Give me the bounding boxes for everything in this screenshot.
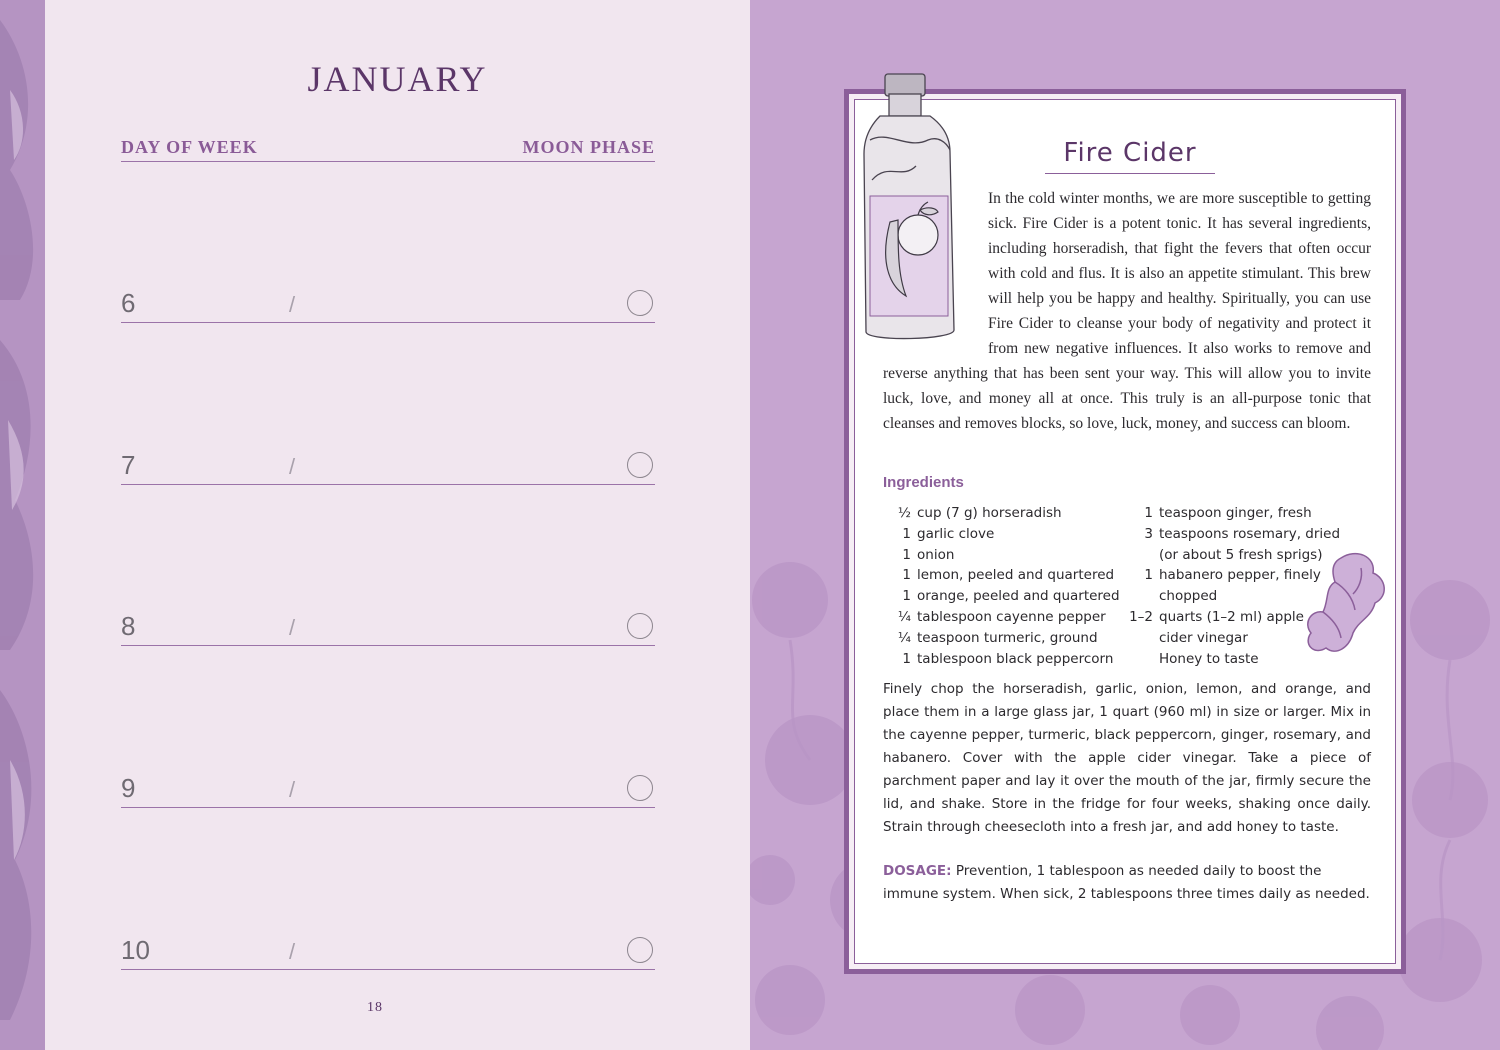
ingredient-item: 1 orange, peeled and quartered — [902, 588, 1120, 605]
ingredient-item: chopped — [1159, 588, 1218, 605]
bottle-illustration-icon — [858, 70, 968, 350]
title-underline — [1045, 173, 1215, 174]
day-number: 8 — [121, 611, 136, 641]
day-row[interactable] — [121, 773, 655, 813]
day-of-week-header: DAY OF WEEK — [121, 137, 258, 157]
ingredients-heading: Ingredients — [883, 474, 964, 491]
moon-phase-circle-icon[interactable] — [627, 775, 653, 801]
date-slash: / — [289, 777, 296, 802]
ingredient-item: 1 garlic clove — [902, 525, 995, 542]
ingredient-item: 1 onion — [902, 546, 955, 563]
ingredient-item: 1 teaspoon ginger, fresh — [1144, 505, 1312, 521]
ingredient-item: ¼ teaspoon turmeric, ground — [897, 629, 1098, 646]
moon-phase-circle-icon[interactable] — [627, 452, 653, 478]
page-number: 18 — [367, 1000, 383, 1015]
date-slash: / — [289, 454, 296, 479]
dosage-text: Prevention, 1 tablespoon as needed daily to boost the immune system. When sick, 2 tablespoons three times daily as needed. — [883, 863, 1370, 902]
day-divider — [121, 645, 655, 646]
header-divider — [121, 161, 655, 162]
ingredients-list-left — [885, 503, 1125, 669]
left-decorative-strip — [0, 0, 45, 1050]
date-slash: / — [289, 939, 296, 964]
day-divider — [121, 807, 655, 808]
day-number: 6 — [121, 288, 136, 318]
ingredient-item: 3 teaspoons rosemary, dried — [1144, 525, 1341, 542]
recipe-dosage — [883, 860, 1371, 906]
day-divider — [121, 322, 655, 323]
day-row[interactable] — [121, 288, 655, 328]
ingredient-item: 1–2 quarts (1–2 ml) apple — [1129, 608, 1304, 625]
day-number: 10 — [121, 935, 150, 965]
ingredient-item: 1 lemon, peeled and quartered — [902, 567, 1115, 584]
planner-page — [45, 0, 750, 1050]
apple-icon — [898, 215, 938, 255]
dosage-label: DOSAGE: — [883, 863, 952, 879]
month-title: JANUARY — [307, 59, 488, 99]
moon-phase-header: MOON PHASE — [522, 137, 655, 157]
moon-phase-circle-icon[interactable] — [627, 290, 653, 316]
date-slash: / — [289, 615, 296, 640]
day-number: 7 — [121, 450, 136, 480]
day-divider — [121, 969, 655, 970]
day-row[interactable] — [121, 935, 655, 975]
ingredient-item: cider vinegar — [1159, 629, 1248, 646]
ingredient-item: 1 tablespoon black peppercorn — [902, 650, 1114, 667]
ingredient-item: Honey to taste — [1159, 650, 1259, 667]
ingredient-item: (or about 5 fresh sprigs) — [1159, 546, 1323, 563]
date-slash: / — [289, 292, 296, 317]
ginger-root-icon — [1301, 548, 1391, 663]
recipe-intro-text: In the cold winter months, we are more susceptible to getting sick. Fire Cider is a potent tonic. It has several ingredients, including horseradish, that fight the fevers that often occur with cold and flus. It is also an appetite stimulant. This brew will help you be happy and healthy. Spiritually, you can use Fire Cider to cleanse your body of negativity and protect it from new negative influences. It also works to remove and reverse anything that has been sent your way. This will allow you to invite luck, love, and money all at once. This truly is an all-purpose tonic that cleanses and removes blocks, so love, luck, money, and success can bloom. — [883, 190, 1371, 432]
ingredient-item: ½ cup (7 g) horseradish — [897, 505, 1062, 521]
recipe-method: Finely chop the horseradish, garlic, onion, lemon, and orange, and place them in a large glass jar, 1 quart (960 ml) in size or larger. Mix in the cayenne pepper, turmeric, black peppercorn, ginger, rosemary, and habanero. Cover with the apple cider vinegar. Take a piece of parchment paper and lay it over the mouth of the jar, firmly secure the lid, and shake. Store in the fridge for four weeks, shaking once daily. Strain through cheesecloth into a fresh jar, and add honey to taste. — [883, 681, 1371, 835]
ingredient-item: ¼ tablespoon cayenne pepper — [897, 608, 1106, 625]
moon-phase-circle-icon[interactable] — [627, 937, 653, 963]
day-number: 9 — [121, 773, 136, 803]
day-divider — [121, 484, 655, 485]
ingredient-item: 1 habanero pepper, finely — [1144, 567, 1321, 584]
ingredients-list-right — [1127, 503, 1341, 669]
day-row[interactable] — [121, 611, 655, 651]
recipe-page — [750, 0, 1500, 1050]
moon-phase-circle-icon[interactable] — [627, 613, 653, 639]
recipe-title: Fire Cider — [1063, 138, 1197, 168]
day-row[interactable] — [121, 450, 655, 490]
